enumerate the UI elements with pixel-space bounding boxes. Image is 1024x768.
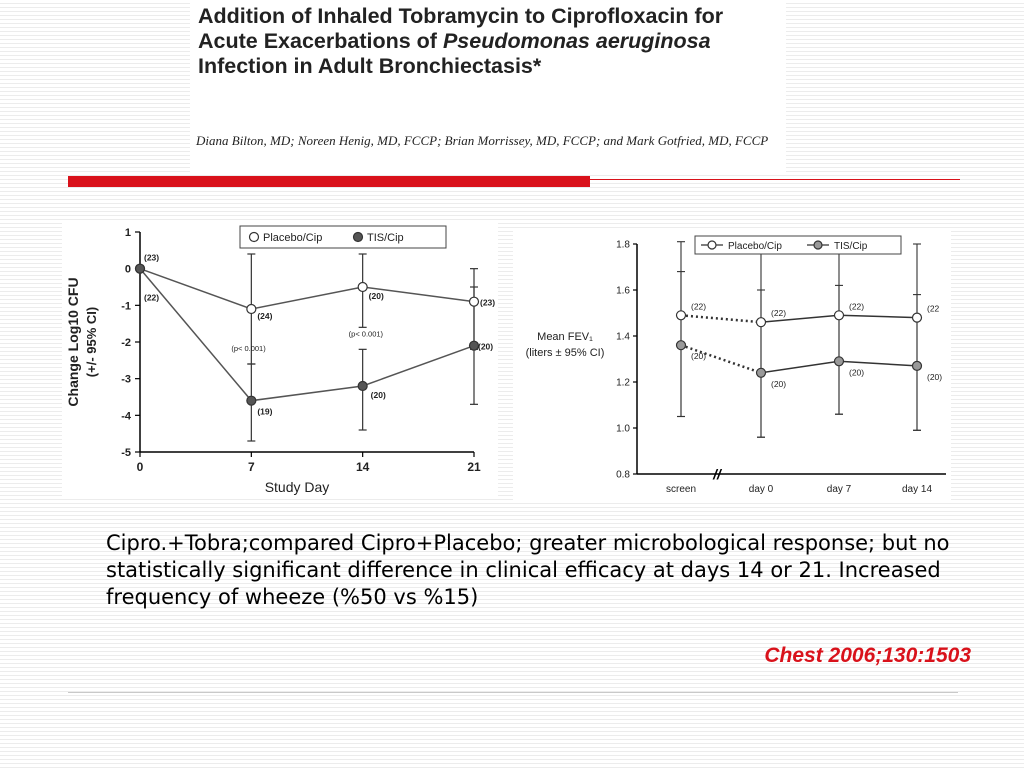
- fev1-chart-svg: [513, 228, 951, 500]
- series-line-tis-cip: [140, 269, 474, 401]
- citation: Chest 2006;130:1503: [764, 644, 971, 667]
- y-tick-label: 1.6: [616, 285, 630, 297]
- legend-box: [695, 236, 901, 254]
- summary-text: Cipro.+Tobra;compared Cipro+Placebo; greater microbological response; but no statistically significant difference in clinical efficacy at days 14 or 21. Increased frequency of wheeze (%50 vs %15): [106, 531, 950, 609]
- y-axis-subtitle: (+/- 95% CI): [84, 306, 99, 378]
- y-tick-label: -1: [121, 300, 131, 313]
- cfu-chart: [62, 222, 498, 498]
- n-label: (23): [144, 252, 160, 263]
- legend-marker-tis: [814, 241, 822, 249]
- n-label: (20): [370, 390, 386, 400]
- red-divider-thin: [590, 179, 960, 180]
- y-tick-label: 1.8: [616, 239, 630, 251]
- n-label: (22): [771, 308, 787, 319]
- x-tick-label: 14: [355, 460, 370, 474]
- paper-authors: Diana Bilton, MD; Noreen Henig, MD, FCCP; Brian Morrissey, MD, FCCP; and Mark Gotfried, MD, FCCP: [196, 133, 769, 148]
- fev1-chart: [513, 228, 951, 500]
- data-point: [835, 357, 844, 366]
- y-tick-label: 0: [124, 263, 131, 276]
- series-dotted-placebo-cip: [681, 315, 761, 322]
- data-point: [358, 283, 367, 292]
- n-label: (20): [849, 367, 865, 378]
- data-point: [470, 297, 479, 306]
- n-label: (20): [691, 351, 707, 362]
- axis-break-mark: //: [713, 466, 721, 482]
- y-axis-subtitle: (liters ± 95% CI): [525, 347, 605, 359]
- n-label: (22: [927, 303, 940, 314]
- n-label: (20): [478, 341, 494, 352]
- data-point: [757, 318, 766, 327]
- data-point: [677, 341, 686, 350]
- paper-title-part1: Addition of Inhaled Tobramycin to Ciprofloxacin for Acute Exacerbations of: [198, 4, 724, 53]
- x-tick-label: screen: [665, 484, 697, 495]
- y-tick-label: 0.8: [616, 469, 630, 481]
- legend-label-tis: TIS/Cip: [367, 232, 404, 244]
- n-label: (24): [257, 311, 273, 321]
- x-tick-label: 7: [247, 460, 255, 474]
- x-tick-label: 21: [467, 460, 481, 474]
- paper-header: [190, 0, 786, 172]
- n-label: (22): [144, 292, 160, 303]
- data-point: [247, 396, 256, 405]
- n-label: (19): [257, 406, 273, 417]
- p-value-annotation: (p< 0.001): [348, 329, 384, 339]
- data-point: [835, 311, 844, 320]
- legend-label-tis: TIS/Cip: [834, 241, 868, 252]
- data-point: [757, 368, 766, 377]
- y-tick-label: -3: [121, 373, 131, 386]
- x-axis-title: Study Day: [264, 479, 330, 495]
- x-tick-label: day 7: [826, 484, 852, 495]
- y-axis-title: Mean FEV₁: [537, 331, 593, 343]
- data-point: [247, 305, 256, 314]
- n-label: (22): [849, 301, 865, 312]
- n-label: (20): [927, 371, 943, 382]
- x-tick-label: day 14: [901, 484, 933, 495]
- y-tick-label: 1.0: [616, 423, 630, 435]
- legend-label-placebo: Placebo/Cip: [263, 232, 323, 244]
- x-tick-label: 0: [136, 460, 144, 474]
- y-tick-label: -2: [121, 337, 131, 349]
- data-point: [358, 382, 367, 391]
- cfu-chart-svg: [62, 222, 498, 498]
- red-divider: [68, 176, 590, 187]
- p-value-annotation: (p< 0.001): [231, 344, 266, 354]
- bottom-divider: [68, 692, 958, 693]
- paper-title-part2: Infection in Adult Bronchiectasis*: [198, 54, 542, 78]
- n-label: (23): [480, 297, 496, 308]
- legend-marker-placebo: [250, 233, 259, 242]
- data-point: [913, 361, 922, 370]
- paper-title: [198, 4, 778, 79]
- paper-title-italic: Pseudomonas aeruginosa: [442, 29, 711, 53]
- data-point: [913, 313, 922, 322]
- data-point: [136, 264, 145, 273]
- legend-marker-tis: [354, 233, 363, 242]
- y-tick-label: 1: [124, 227, 131, 239]
- n-label: (22): [691, 301, 707, 312]
- y-tick-label: -5: [121, 447, 131, 459]
- y-axis-title: Change Log10 CFU: [65, 277, 81, 407]
- series-line-placebo-cip: [140, 269, 474, 309]
- y-tick-label: 1.4: [616, 331, 630, 343]
- legend-label-placebo: Placebo/Cip: [728, 241, 782, 252]
- x-tick-label: day 0: [748, 484, 774, 495]
- legend-marker-placebo: [708, 241, 716, 249]
- data-point: [677, 311, 686, 320]
- n-label: (20): [368, 291, 384, 301]
- y-tick-label: -4: [121, 410, 131, 423]
- n-label: (20): [771, 378, 787, 389]
- y-tick-label: 1.2: [616, 377, 630, 389]
